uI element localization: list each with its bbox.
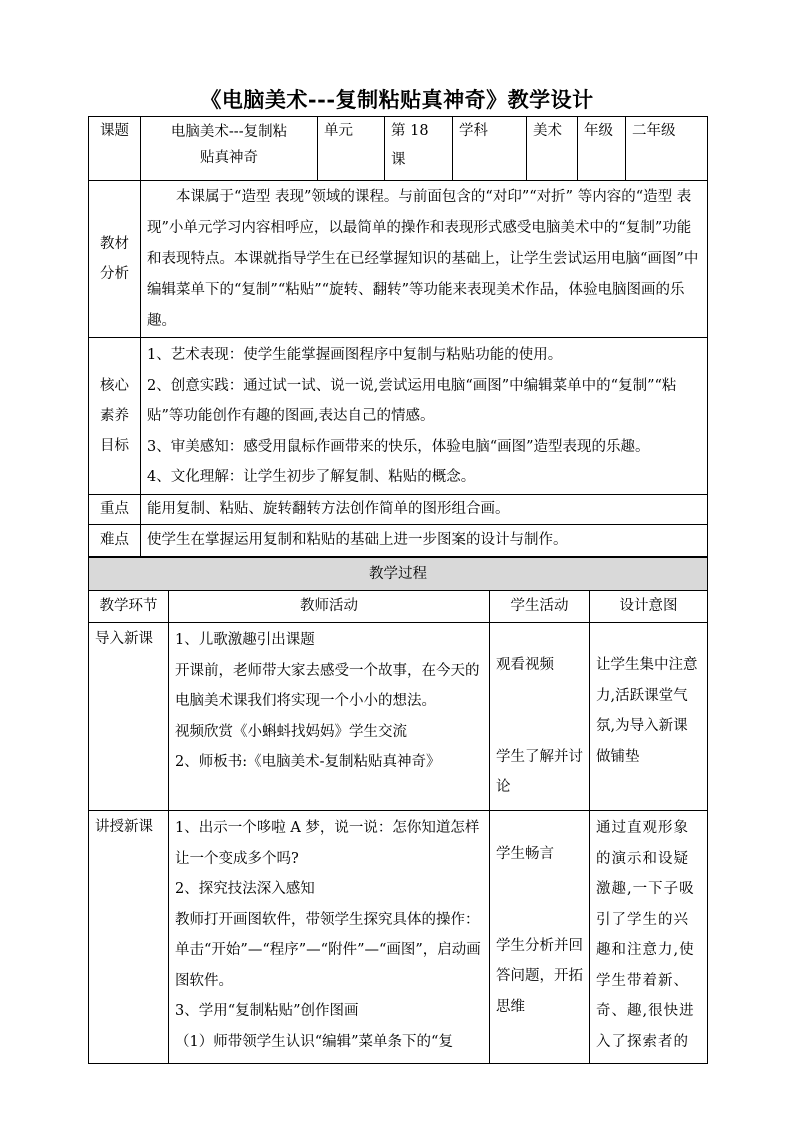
difficulty-row: [89, 525, 708, 557]
teacher-activity: [169, 623, 490, 811]
goals-list: [141, 338, 708, 495]
grade-value: 二年级: [626, 117, 708, 181]
goal-item: 3、审美感知：感受用鼠标作画带来的快乐，体验电脑“画图”造型表现的乐趣。: [147, 438, 650, 455]
teacher-line: 2、探究技法深入感知: [175, 881, 315, 897]
goal-item: 4、文化理解：让学生初步了解复制、粘贴的概念。: [147, 469, 476, 485]
teacher-line: 1、儿歌激趣引出课题: [175, 632, 315, 648]
analysis-label: 教材分析: [89, 181, 141, 338]
teacher-line: 开课前，老师带大家去感受一个故事，在今天的电脑美术课我们将实现一个小小的想法。: [175, 662, 480, 709]
process-heading-row: [89, 558, 708, 591]
goals-row: [89, 338, 708, 495]
process-row-new-lesson: [89, 811, 708, 1064]
column-header: 教师活动: [169, 591, 490, 623]
design-intent: 让学生集中注意力,活跃课堂气氛,为导入新课做铺垫: [590, 623, 708, 811]
analysis-text: 本课属于“造型 表现”领域的课程。与前面包含的“对印”“对折” 等内容的“造型 表现”小单元学习内容相呼应，以最简单的操作和表现形式感受电脑美术中的“复制”功能和表现特点。本课就指导学生在已经掌握知识的基础上，让学生尝试运用电脑“画图”中编辑菜单下的“复制”“粘贴”“旋转、翻转”等功能来表现美术作品，体验电脑图画的乐趣。: [141, 181, 708, 338]
goal-item: 1、艺术表现：使学生能掌握画图程序中复制与粘贴功能的使用。: [147, 347, 563, 363]
lesson-info-table: [88, 116, 708, 557]
process-row-intro: [89, 623, 708, 811]
column-header: 设计意图: [590, 591, 708, 623]
document-title: 《电脑美术---复制粘贴真神奇》教学设计: [200, 87, 594, 112]
goals-label: 核心素养目标: [89, 338, 141, 495]
teacher-line: 2、师板书:《电脑美术-复制粘贴真神奇》: [175, 754, 441, 770]
spacer: [496, 870, 583, 931]
student-line: 观看视频: [496, 657, 554, 673]
student-line: 学生畅言: [496, 846, 554, 862]
teacher-activity: [169, 811, 490, 1064]
info-row: [89, 117, 708, 181]
column-header: 教学环节: [89, 591, 169, 623]
student-activity: [490, 623, 590, 811]
column-header: 学生活动: [490, 591, 590, 623]
course-value: 电脑美术---复制粘贴真神奇: [141, 117, 318, 181]
key-point-row: [89, 495, 708, 525]
subject-label: 学科: [453, 117, 527, 181]
process-column-headers: [89, 591, 708, 623]
process-heading: 教学过程: [89, 558, 708, 591]
process-table: [88, 557, 708, 1064]
student-line: 学生了解并讨论: [496, 748, 583, 795]
teacher-line: （1）师带领学生认识“编辑”菜单条下的“复: [175, 1033, 453, 1050]
key-point-text: 能用复制、粘贴、旋转翻转方法创作简单的图形组合画。: [141, 495, 708, 525]
stage-cell: 讲授新课: [89, 811, 169, 1064]
unit-value: 第 18 课: [385, 117, 453, 181]
teacher-line: 教师打开画图软件，带领学生探究具体的操作：单击“开始”—“程序”—“附件”—“画图”，启动画图软件。: [175, 911, 481, 989]
spacer: [496, 681, 583, 742]
course-label: 课题: [89, 117, 141, 181]
student-activity: [490, 811, 590, 1064]
stage-cell: 导入新课: [89, 623, 169, 811]
student-line: 学生分析并回答问题，开拓思维: [496, 937, 583, 1015]
difficulty-label: 难点: [89, 525, 141, 557]
teacher-line: 视频欣赏《小蝌蚪找妈妈》学生交流: [175, 723, 407, 740]
key-point-label: 重点: [89, 495, 141, 525]
teacher-line: 3、学用“复制粘贴”创作图画: [175, 1003, 359, 1019]
unit-label: 单元: [318, 117, 385, 181]
grade-label: 年级: [578, 117, 626, 181]
goal-item: 2、创意实践：通过试一试、说一说,尝试运用电脑“画图”中编辑菜单中的“复制”“粘贴”等功能创作有趣的图画,表达自己的情感。: [147, 377, 677, 424]
analysis-row: [89, 181, 708, 338]
difficulty-text: 使学生在掌握运用复制和粘贴的基础上进一步图案的设计与制作。: [141, 525, 708, 557]
subject-value: 美术: [527, 117, 578, 181]
teacher-line: 1、出示一个哆啦 A 梦，说一说：怎你知道怎样让一个变成多个吗?: [175, 820, 480, 867]
design-intent: 通过直观形象的演示和设疑激趣,一下子吸引了学生的兴趣和注意力,使学生带着新、奇、趣,很快进入了探索者的: [590, 811, 708, 1064]
